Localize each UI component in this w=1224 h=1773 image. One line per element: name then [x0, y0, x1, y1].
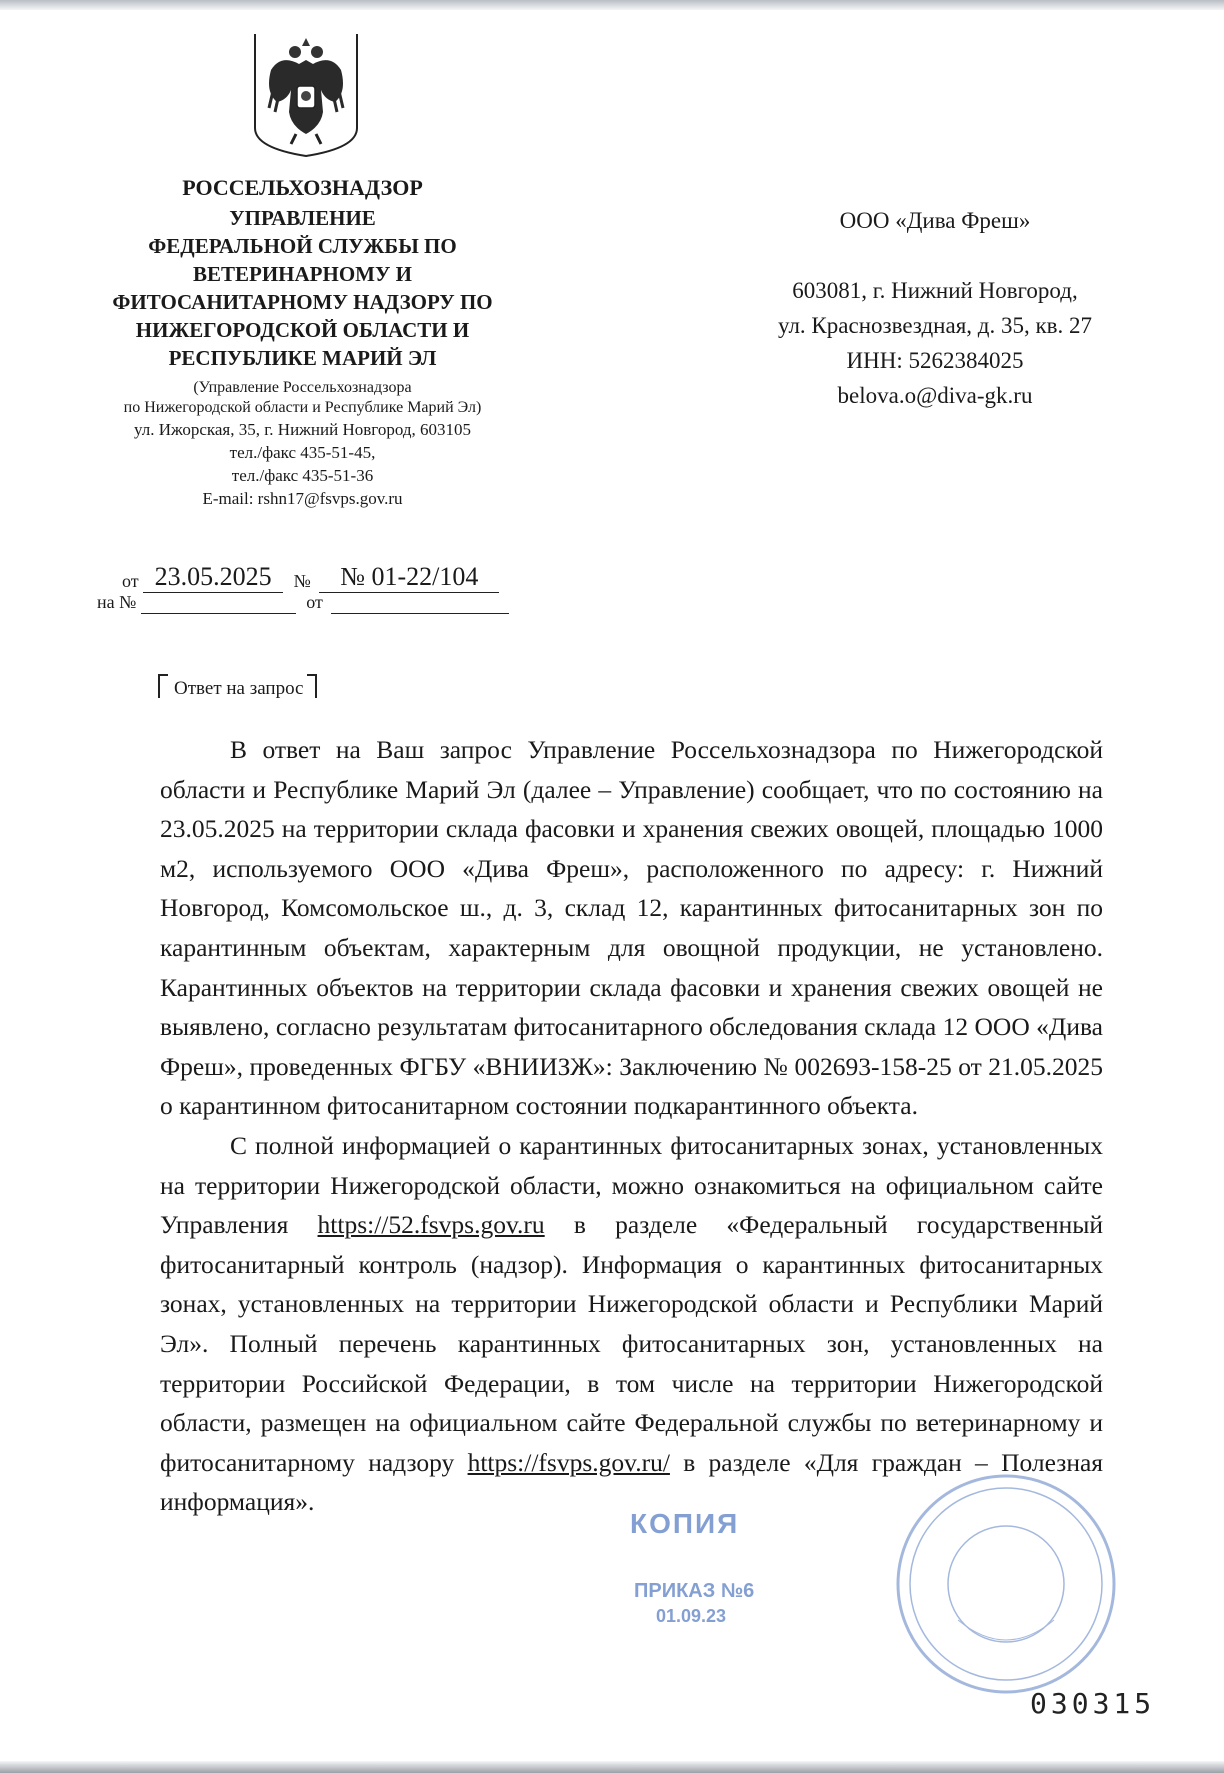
regional-site-link[interactable]: https://52.fsvps.gov.ru [317, 1210, 545, 1240]
recipient-email: belova.o@diva-gk.ru [837, 383, 1033, 408]
org-abbr-line: по Нижегородской области и Республике Марий Эл) [123, 399, 482, 416]
org-full-line: ВЕТЕРИНАРНОМУ И [192, 262, 412, 286]
copy-stamp-order: ПРИКАЗ №6 [634, 1580, 755, 1602]
bracket-right-icon [307, 674, 317, 698]
org-full-line: ФИТОСАНИТАРНОМУ НАДЗОРУ ПО [112, 290, 493, 314]
org-abbreviation [90, 378, 515, 418]
org-phone-2: тел./факс 435-51-36 [231, 466, 374, 485]
reply-reference [97, 590, 509, 614]
scan-edge-bottom [0, 1761, 1224, 1773]
sender-letterhead [90, 174, 515, 510]
reply-date-label: от [306, 592, 323, 612]
copy-stamp-date: 01.09.23 [656, 1606, 727, 1626]
org-full-line: ФЕДЕРАЛЬНОЙ СЛУЖБЫ ПО [148, 234, 457, 258]
outgoing-number: № 01-22/104 [319, 562, 499, 593]
scan-edge-top [0, 0, 1224, 10]
recipient-inn: ИНН: 5262384025 [846, 348, 1024, 373]
org-full-line: РЕСПУБЛИКЕ МАРИЙ ЭЛ [168, 346, 437, 370]
copy-stamp [630, 1508, 840, 1648]
document-serial-number: 030315 [1030, 1687, 1156, 1720]
org-full-line: НИЖЕГОРОДСКОЙ ОБЛАСТИ И [135, 318, 470, 342]
recipient-name: ООО «Дива Фреш» [839, 208, 1031, 233]
reply-number-label: на № [97, 592, 137, 612]
federal-site-link[interactable]: https://fsvps.gov.ru/ [467, 1447, 670, 1477]
org-full-name [90, 204, 515, 372]
recipient-block [720, 203, 1150, 413]
org-email: E-mail: rshn17@fsvps.gov.ru [202, 489, 403, 508]
number-label: № [293, 571, 311, 591]
body-text-segment: в разделе «Федеральный государственный фитосанитарный контроль (надзор). Информация о карантинных фитосанитарных зонах, установленных на территории Нижегородской области и Республики Марий Эл». Полный перечень карантинных фитосанитарных зон, установленных на территории Российской Федерации, в том числе на территории Нижегородской области, размещен на официальном сайте Федеральной службы по ветеринарному и фитосанитарному надзору [160, 1210, 1104, 1477]
org-abbr-line: (Управление Россельхознадзора [193, 379, 412, 396]
outgoing-reference [122, 562, 499, 593]
body-text-segment: в разделе «Для граждан – Полезная информация». [160, 1447, 1104, 1517]
recipient-gap [720, 238, 1150, 273]
org-short-name: РОССЕЛЬХОЗНАДЗОР [182, 175, 423, 200]
copy-stamp-title: КОПИЯ [630, 1508, 740, 1539]
recipient-address-2: ул. Краснозвездная, д. 35, кв. 27 [777, 313, 1093, 338]
subject-text: Ответ на запрос [174, 678, 304, 699]
body-paragraph-1: В ответ на Ваш запрос Управление Россельхознадзора по Нижегородской области и Республике Марий Эл (далее – Управление) сообщает, что по состоянию на 23.05.2025 на территории склада фасовки и хранения свежих овощей, площадью 1000 м2, используемого ООО «Дива Фреш», расположенного по адресу: г. Нижний Новгород, Комсомольское ш., д. 3, склад 12, карантинных фитосанитарных зон по карантинным объектам, характерным для овощной продукции, не установлено. Карантинных объектов на территории склада фасовки и хранения свежих овощей не выявлено, согласно результатам фитосанитарного обследования склада 12 ООО «Дива Фреш», проведенных ФГБУ «ВНИИЗЖ»: Заключению № 002693-158-25 от 21.05.2025 о карантинном фитосанитарном состоянии подкарантинного объекта. [160, 735, 1103, 1121]
body-paragraph-2 [160, 1126, 1103, 1522]
date-label: от [122, 571, 139, 591]
coat-of-arms-icon [251, 30, 361, 160]
company-seal-icon [892, 1470, 1120, 1698]
bracket-left-icon [158, 674, 168, 698]
reply-date [331, 613, 509, 614]
letter-body [160, 730, 1103, 1522]
outgoing-date: 23.05.2025 [143, 562, 283, 593]
org-phone-1: тел./факс 435-51-45, [229, 443, 376, 462]
org-address: ул. Ижорская, 35, г. Нижний Новгород, 603105 [134, 420, 471, 439]
body-text-segment: С полной информацией о карантинных фитосанитарных зонах, установленных на территории Нижегородской области, можно ознакомиться на официальном сайте Управления [160, 1130, 1103, 1240]
letter-subject [158, 674, 317, 701]
reply-number [141, 613, 296, 614]
org-full-line: УПРАВЛЕНИЕ [229, 206, 376, 230]
recipient-address-1: 603081, г. Нижний Новгород, [792, 278, 1078, 303]
